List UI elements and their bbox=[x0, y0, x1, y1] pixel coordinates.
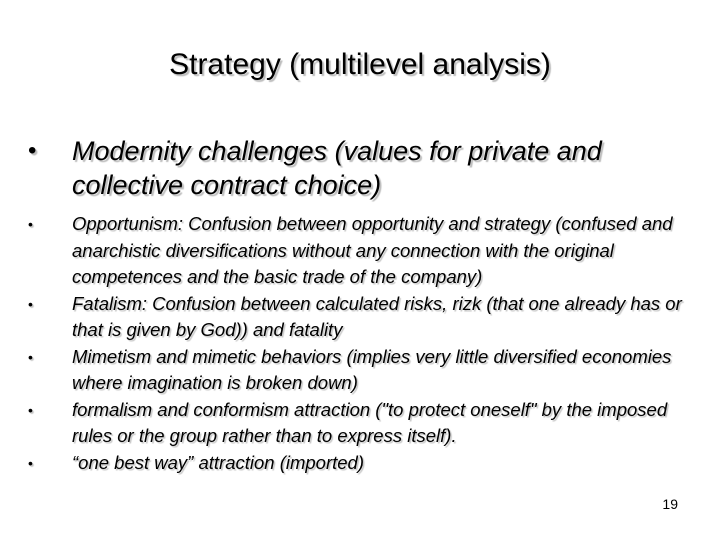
list-item bbox=[28, 450, 688, 477]
main-bullet-text: Modernity challenges (values for private and collective contract choice) bbox=[72, 136, 602, 200]
bullet-icon: • bbox=[28, 454, 33, 471]
bullet-icon: • bbox=[28, 295, 33, 312]
list-item bbox=[28, 211, 688, 291]
list-item-text: formalism and conformism attraction ("to protect oneself" by the imposed rules or the group rather than to express itself). bbox=[72, 398, 668, 446]
sub-bullet-list bbox=[28, 211, 688, 476]
list-item-text: “one best way” attraction (imported) bbox=[72, 451, 365, 473]
bullet-icon: • bbox=[28, 401, 33, 418]
list-item bbox=[28, 344, 688, 397]
slide-title: Strategy (multilevel analysis) bbox=[169, 48, 551, 81]
list-item-text: Opportunism: Confusion between opportunity and strategy (confused and anarchistic diversifications without any connection with the original competences and the basic trade of the company) bbox=[72, 213, 673, 287]
list-item-text: Fatalism: Confusion between calculated risks, rizk (that one already has or that is given by God)) and fatality bbox=[72, 292, 682, 340]
bullet-icon: • bbox=[28, 348, 33, 365]
page-number: 19 bbox=[662, 496, 678, 512]
list-item bbox=[28, 397, 688, 450]
bullet-icon: • bbox=[28, 137, 37, 164]
list-item bbox=[28, 291, 688, 344]
main-bullet-point bbox=[28, 134, 688, 202]
list-item-text: Mimetism and mimetic behaviors (implies very little diversified economies where imagination is broken down) bbox=[72, 345, 672, 393]
bullet-icon: • bbox=[28, 216, 33, 232]
